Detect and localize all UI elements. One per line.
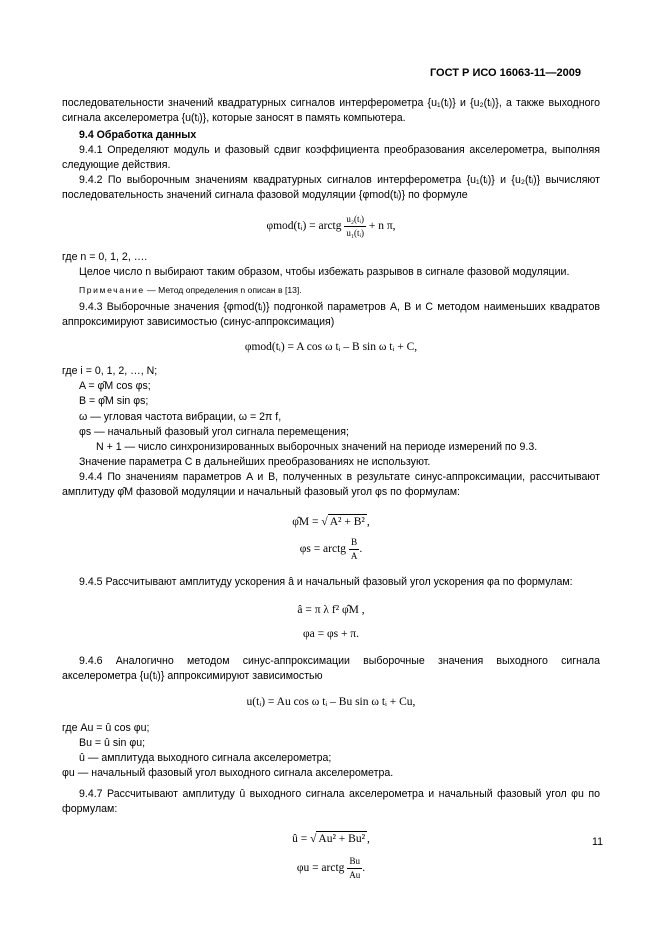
note-text: — Метод определения n описан в [13]. xyxy=(144,284,302,295)
formula-3-radicand: A² + B² xyxy=(329,515,365,528)
formula-phi-s xyxy=(62,536,600,563)
paragraph-9-4-3: 9.4.3 Выборочные значения {φmod(tᵢ)} подгонкой параметров A, B и C методом наименьших квадратов аппроксимируют зависимостью (синус-аппроксимация) xyxy=(62,301,600,329)
definition-u-hat: û — амплитуда выходного сигнала акселерометра; xyxy=(79,751,332,764)
formula-3-lhs: φ̂M = xyxy=(292,515,319,528)
definition-Bu: Bu = û sin φu; xyxy=(79,736,146,749)
paragraph-9-4-1: 9.4.1 Определяют модуль и фазовый сдвиг коэффициента преобразования акселерометра, выполняя следующие действия. xyxy=(62,144,600,172)
note-label: Примечание xyxy=(79,284,145,295)
formula-sine-approximation: φmod(tᵢ) = A cos ω tᵢ – B sin ω tᵢ + C, xyxy=(244,341,418,354)
formula-phi-a: φa = φs + π. xyxy=(302,627,359,640)
paragraph-9-4-5: 9.4.5 Рассчитывают амплитуду ускорения â и начальный фазовый угол ускорения φa по формулам: xyxy=(79,575,573,588)
paragraph-9-4-2: 9.4.2 По выборочным значениям квадратурных сигналов интерферометра {u₁(tᵢ)} и {u₂(tᵢ)} вычисляют последовательность значений сигнала фазовой модуляции {φmod(tᵢ)} по формуле xyxy=(62,174,600,202)
paragraph-9-4-4: 9.4.4 По значениям параметров A и B, полученных в результате синус-аппроксимации, рассчитывают амплитуду φ̂M фазовой модуляции и начальный фазовый угол φs по формулам: xyxy=(62,470,600,498)
formula-4-fraction xyxy=(349,536,363,563)
where-i: где i = 0, 1, 2, …, N; xyxy=(62,365,158,378)
formula-1-fraction xyxy=(344,213,366,240)
formula-1-denominator: u₁(tᵢ) xyxy=(346,227,364,238)
formula-phase-modulation xyxy=(62,213,600,240)
formula-9-fraction xyxy=(347,855,362,882)
formula-9-lhs: φu = arctg xyxy=(296,862,345,875)
paragraph-9-4-7: 9.4.7 Рассчитывают амплитуду û выходного сигнала акселерометра и начальный фазовый угол φu по формулам: xyxy=(62,787,600,815)
formula-9-denominator: Au xyxy=(349,869,361,880)
integer-n-text: Целое число n выбирают таким образом, чтобы избежать разрывов в сигнале фазовой модуляции. xyxy=(79,265,570,278)
page-number: 11 xyxy=(592,835,603,848)
paragraph-9-4-6: 9.4.6 Аналогично методом синус-аппроксимации выборочные значения выходного сигнала акселерометра {u(tᵢ)} аппроксимируют зависимостью xyxy=(62,655,600,683)
formula-4-lhs: φs = arctg xyxy=(299,542,347,555)
formula-9-numerator: Bu xyxy=(347,855,362,869)
formula-8-lhs: û = xyxy=(292,832,308,845)
definition-B: B = φ̂M sin φs; xyxy=(79,395,149,408)
formula-8-end: , xyxy=(367,832,370,845)
formula-phi-m-amplitude xyxy=(62,514,600,530)
formula-acceleration-amplitude: â = π λ f² φ̂M , xyxy=(297,603,365,616)
formula-4-denominator: A xyxy=(350,550,358,561)
formula-4-end: . xyxy=(359,542,363,555)
definition-A: A = φ̂M cos φs; xyxy=(79,380,151,393)
formula-1-lhs: φmod(tᵢ) = arctg xyxy=(266,220,342,233)
formula-1-rhs: + n π, xyxy=(368,220,396,233)
formula-u-hat xyxy=(62,831,600,847)
formula-8-radicand: Au² + Bu² xyxy=(318,832,366,845)
formula-output-approximation: u(tᵢ) = Au cos ω tᵢ – Bu sin ω tᵢ + Cu, xyxy=(246,696,416,709)
formula-4-numerator: B xyxy=(349,536,360,550)
formula-1-numerator: u₂(tᵢ) xyxy=(344,213,366,227)
formula-9-end: . xyxy=(362,862,366,875)
note xyxy=(79,284,600,296)
definition-phi-u: φu — начальный фазовый угол выходного сигнала акселерометра. xyxy=(62,766,394,779)
definition-N: N + 1 — число синхронизированных выборочных значений на периоде измерений по 9.3. xyxy=(96,440,538,453)
sqrt-sign-icon: √ xyxy=(321,515,328,528)
definition-Au: где Au = û cos φu; xyxy=(62,721,150,734)
definition-C: Значение параметра C в дальнейших преобразованиях не используют. xyxy=(79,455,431,468)
definition-omega: ω — угловая частота вибрации, ω = 2π f, xyxy=(79,410,282,423)
definition-phi-s: φs — начальный фазовый угол сигнала перемещения; xyxy=(79,425,349,438)
formula-3-end: , xyxy=(366,515,370,528)
where-n: где n = 0, 1, 2, …. xyxy=(62,250,148,263)
sqrt-sign-icon: √ xyxy=(310,832,317,845)
section-heading-9-4: 9.4 Обработка данных xyxy=(79,129,197,142)
formula-phi-u xyxy=(62,855,600,882)
page-header-title: ГОСТ Р ИСО 16063-11—2009 xyxy=(429,67,581,79)
paragraph-continuation: последовательности значений квадратурных сигналов интерферометра {u₁(tᵢ)} и {u₂(tᵢ)}, а также выходного сигнала акселерометра {u(tᵢ)}, которые заносят в память компьютера. xyxy=(62,97,600,125)
document-body xyxy=(62,96,600,882)
